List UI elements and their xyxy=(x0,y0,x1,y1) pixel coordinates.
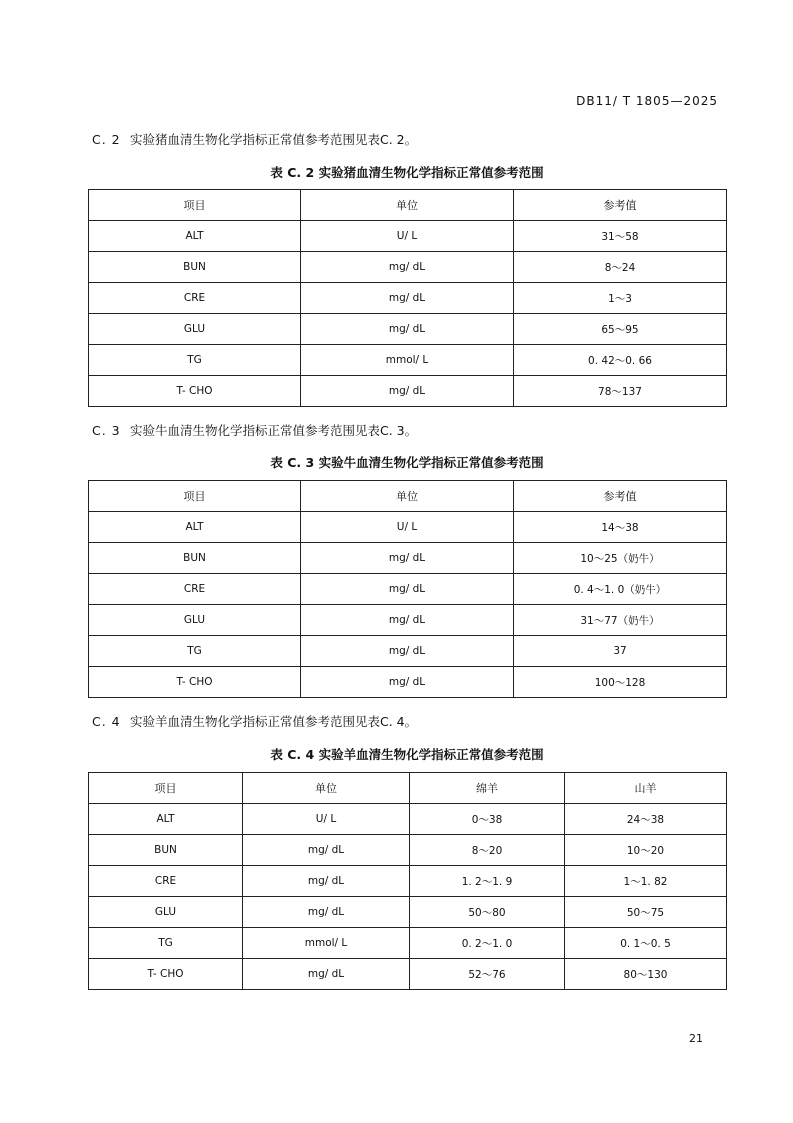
table-cell: BUN xyxy=(89,835,243,866)
table-row xyxy=(89,928,727,959)
table-cell: mg/ dL xyxy=(301,667,514,698)
table-caption-c4: 表 C. 4 实验羊血清生物化学指标正常值参考范围 xyxy=(270,747,544,762)
table-cell: 8～20 xyxy=(410,835,565,866)
table-cell: TG xyxy=(89,636,301,667)
table-cell: 31～58 xyxy=(514,221,727,252)
table-c4 xyxy=(88,772,727,990)
paragraph-c2 xyxy=(92,130,417,148)
table-cell: BUN xyxy=(89,252,301,283)
table-cell: mg/ dL xyxy=(301,376,514,407)
table-row xyxy=(89,345,727,376)
column-header: 项目 xyxy=(89,773,243,804)
table-row xyxy=(89,252,727,283)
table-cell: GLU xyxy=(89,605,301,636)
table-cell: 1. 2～1. 9 xyxy=(410,866,565,897)
table-header-row xyxy=(89,481,727,512)
clause-text: 实验牛血清生物化学指标正常值参考范围见表C. 3。 xyxy=(130,423,418,438)
table-row xyxy=(89,376,727,407)
column-header: 项目 xyxy=(89,481,301,512)
table-cell: 10～20 xyxy=(565,835,727,866)
clause-number: C. 2 xyxy=(92,132,121,147)
table-cell: CRE xyxy=(89,283,301,314)
table-row xyxy=(89,667,727,698)
table-cell: mg/ dL xyxy=(243,897,410,928)
table-cell: ALT xyxy=(89,221,301,252)
paragraph-c4 xyxy=(92,712,417,730)
table-cell: 14～38 xyxy=(514,512,727,543)
column-header: 绵羊 xyxy=(410,773,565,804)
table-cell: T- CHO xyxy=(89,959,243,990)
table-cell: 24～38 xyxy=(565,804,727,835)
table-cell: GLU xyxy=(89,314,301,345)
table-cell: 50～80 xyxy=(410,897,565,928)
table-c3 xyxy=(88,480,727,698)
table-cell: 0～38 xyxy=(410,804,565,835)
standard-code: DB11/ T 1805—2025 xyxy=(576,94,718,108)
column-header: 参考值 xyxy=(514,190,727,221)
table-c2 xyxy=(88,189,727,407)
table-cell: mg/ dL xyxy=(301,252,514,283)
table-cell: 0. 2～1. 0 xyxy=(410,928,565,959)
table-cell: CRE xyxy=(89,866,243,897)
clause-number: C. 3 xyxy=(92,423,121,438)
table-cell: mg/ dL xyxy=(301,314,514,345)
table-cell: 100～128 xyxy=(514,667,727,698)
table-cell: 80～130 xyxy=(565,959,727,990)
table-header-row xyxy=(89,773,727,804)
table-cell: ALT xyxy=(89,804,243,835)
table-cell: mg/ dL xyxy=(301,574,514,605)
table-row xyxy=(89,574,727,605)
table-row xyxy=(89,283,727,314)
table-cell: 0. 1～0. 5 xyxy=(565,928,727,959)
clause-text: 实验羊血清生物化学指标正常值参考范围见表C. 4。 xyxy=(130,714,418,729)
table-cell: 52～76 xyxy=(410,959,565,990)
table-row xyxy=(89,897,727,928)
table-cell: ALT xyxy=(89,512,301,543)
table-cell: T- CHO xyxy=(89,376,301,407)
table-row xyxy=(89,512,727,543)
paragraph-c3 xyxy=(92,421,417,439)
table-row xyxy=(89,804,727,835)
table-cell: CRE xyxy=(89,574,301,605)
column-header: 项目 xyxy=(89,190,301,221)
table-cell: mg/ dL xyxy=(301,543,514,574)
table-cell: U/ L xyxy=(301,221,514,252)
table-cell: mg/ dL xyxy=(301,605,514,636)
table-row xyxy=(89,866,727,897)
table-cell: 0. 4～1. 0（奶牛） xyxy=(514,574,727,605)
table-cell: mg/ dL xyxy=(243,866,410,897)
table-row xyxy=(89,314,727,345)
column-header: 山羊 xyxy=(565,773,727,804)
table-cell: 8～24 xyxy=(514,252,727,283)
table-cell: 65～95 xyxy=(514,314,727,345)
table-cell: 50～75 xyxy=(565,897,727,928)
table-cell: 10～25（奶牛） xyxy=(514,543,727,574)
column-header: 单位 xyxy=(243,773,410,804)
table-cell: mg/ dL xyxy=(301,283,514,314)
table-caption-c2: 表 C. 2 实验猪血清生物化学指标正常值参考范围 xyxy=(270,165,544,180)
table-cell: mmol/ L xyxy=(243,928,410,959)
table-cell: 0. 42～0. 66 xyxy=(514,345,727,376)
clause-number: C. 4 xyxy=(92,714,121,729)
table-cell: U/ L xyxy=(301,512,514,543)
table-cell: U/ L xyxy=(243,804,410,835)
table-row xyxy=(89,636,727,667)
table-cell: mmol/ L xyxy=(301,345,514,376)
table-caption-c3: 表 C. 3 实验牛血清生物化学指标正常值参考范围 xyxy=(270,455,544,470)
table-cell: T- CHO xyxy=(89,667,301,698)
table-cell: 1～3 xyxy=(514,283,727,314)
table-header-row xyxy=(89,190,727,221)
column-header: 单位 xyxy=(301,481,514,512)
table-cell: 1～1. 82 xyxy=(565,866,727,897)
table-cell: BUN xyxy=(89,543,301,574)
table-cell: 78～137 xyxy=(514,376,727,407)
table-cell: mg/ dL xyxy=(301,636,514,667)
table-cell: 31～77（奶牛） xyxy=(514,605,727,636)
table-cell: GLU xyxy=(89,897,243,928)
table-row xyxy=(89,959,727,990)
column-header: 参考值 xyxy=(514,481,727,512)
table-cell: 37 xyxy=(514,636,727,667)
table-row xyxy=(89,605,727,636)
clause-text: 实验猪血清生物化学指标正常值参考范围见表C. 2。 xyxy=(130,132,418,147)
table-row xyxy=(89,835,727,866)
table-cell: mg/ dL xyxy=(243,835,410,866)
table-row xyxy=(89,543,727,574)
table-row xyxy=(89,221,727,252)
table-cell: TG xyxy=(89,928,243,959)
table-cell: mg/ dL xyxy=(243,959,410,990)
page-number: 21 xyxy=(689,1032,703,1045)
table-cell: TG xyxy=(89,345,301,376)
column-header: 单位 xyxy=(301,190,514,221)
